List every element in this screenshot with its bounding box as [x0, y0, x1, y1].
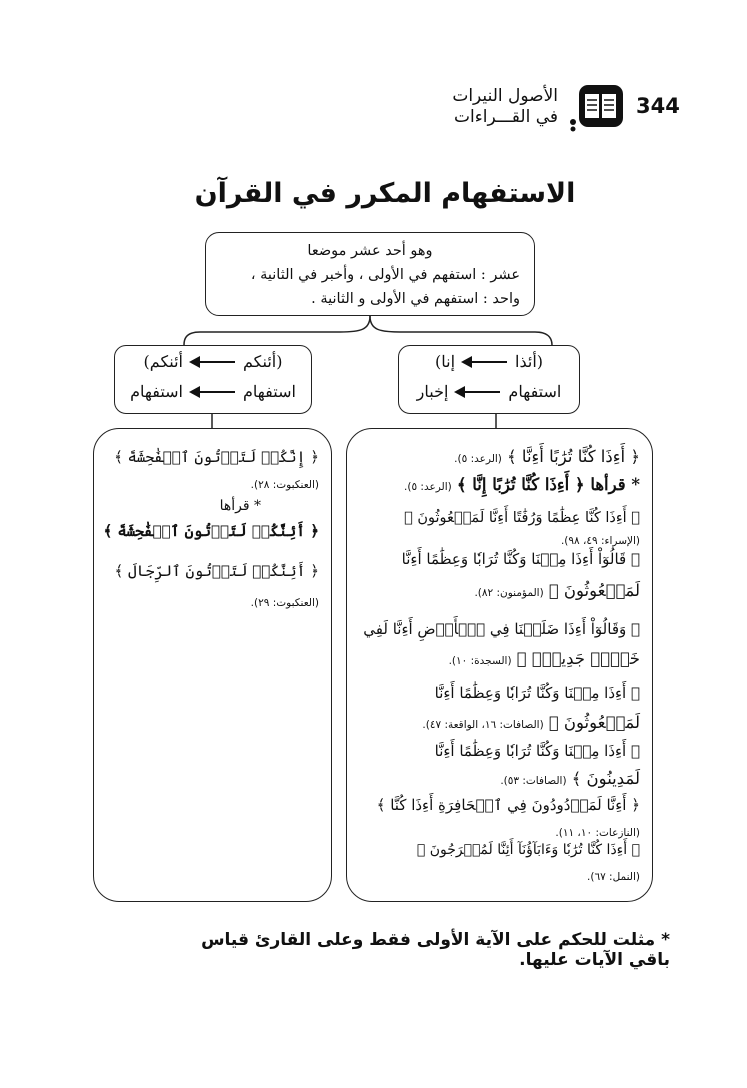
summary-line1: وهو أحد عشر موضعا [307, 243, 433, 259]
verse-entry: ﴿ أَءِنَّا لَمَرۡدُودُونَ فِي ٱلۡحَافِرَةِ أَءِذَا كُنَّا ﴾ [376, 796, 640, 814]
category-right-to: إنا) [435, 352, 456, 371]
category-left-type-to: استفهام [130, 382, 183, 401]
category-right-type-to: إخبار [416, 382, 449, 401]
verse-ref: (العنكبوت: ٢٨). [250, 479, 319, 491]
verse-list-right [346, 428, 653, 902]
book-logo-icon [567, 82, 625, 134]
arrow-left-icon [463, 361, 507, 363]
verse-ref: (النازعات: ١٠، ١١). [555, 827, 640, 839]
verse-entry: ﴿ أَءِذَا كُنَّا عِظَٰمًا وَرُفَٰتًا أَءِنَّا لَمَبۡعُوثُونَ ﴾ [404, 510, 640, 526]
arrow-left-icon [191, 391, 235, 393]
verse-ref: (النمل: ٦٧). [587, 871, 640, 883]
verse-entry: ﴿ أَئِنَّكُمۡ لَتَأۡتُونَ ٱلرِّجَالَ ﴾ [114, 562, 319, 580]
arrow-left-icon [456, 391, 500, 393]
footer-note: * مثلت للحكم على الآية الأولى فقط وعلى القارئ قياس باقي الآيات عليها. [201, 930, 670, 970]
verse-ref: (الإسراء: ٤٩، ٩٨). [560, 535, 640, 547]
verse-entry: لَمَبۡعُوثُونَ ﴾ (الصافات: ١٦، الواقعة: ٤٧). [422, 713, 640, 732]
verse-entry: لَمَدِينُونَ ﴾ (الصافات: ٥٣). [500, 769, 640, 788]
category-left-from: (أئنكم [243, 352, 283, 371]
verse-entry: ﴿ أَءِذَا كُنَّا تُرَٰبًا أَءِنَّا ﴾ (الرعد: ٥). [454, 447, 640, 466]
verse-entry: ﴿ أَءِذَا كُنَّا تُرَٰبٗا وَءَابَآؤُنَآ أَئِنَّا لَمُخۡرَجُونَ ﴾ [416, 842, 640, 858]
verse-entry: ﴿ أَئِنَّكُمۡ لَتَأۡتُونَ ٱلۡفَٰحِشَةَ ﴾ [103, 522, 319, 540]
verse-entry: ﴿ وَقَالُوٓاْ أَءِذَا ضَلَلۡنَا فِي ٱلۡأَرۡضِ أَءِنَّا لَفِي [363, 620, 640, 638]
arrow-left-icon [191, 361, 235, 363]
category-right-type-from: استفهام [508, 382, 562, 401]
category-left-to: أئنكم) [143, 352, 183, 371]
summary-line2: عشر : استفهم في الأولى ، وأخبر في الثانية ، [250, 267, 520, 283]
series-title [410, 86, 558, 128]
verse-entry: * قرأها ﴿ أَءِذَا كُنَّا تُرَٰبًا إِنَّا ﴾ (الرعد: ٥). [404, 475, 640, 494]
verse-entry: * قرأها [219, 498, 261, 514]
category-box-left [114, 345, 312, 414]
category-left-type-from: استفهام [243, 382, 296, 401]
page-title: الاستفهام المكرر في القرآن [194, 178, 576, 209]
summary-box [205, 232, 535, 316]
verse-entry: خَلۡقٖ جَدِيدِۢ ﴾ (السجدة: ١٠). [448, 649, 640, 668]
verse-ref: (العنكبوت: ٢٩). [250, 597, 319, 609]
verse-entry: ﴿ إِنَّكُمۡ لَتَأۡتُونَ ٱلۡفَٰحِشَةَ ﴾ [114, 448, 319, 466]
series-title-line2: في القـــراءات [454, 107, 558, 127]
category-right-from: (أئذا [515, 352, 543, 371]
summary-line3: واحد : استفهم في الأولى و الثانية . [311, 291, 520, 307]
verse-list-left [93, 428, 332, 902]
verse-entry: ﴿ أَءِذَا مِتۡنَا وَكُنَّا تُرَابٗا وَعِظَٰمًا أَءِنَّا [434, 684, 640, 702]
verse-entry: لَمَبۡعُوثُونَ ﴾ (المؤمنون: ٨٢). [474, 581, 640, 600]
series-title-line1: الأصول النيرات [452, 86, 558, 106]
verse-entry: ﴿ أَءِذَا مِتۡنَا وَكُنَّا تُرَابٗا وَعِظَٰمًا أَءِنَّا [434, 742, 640, 760]
page-number: 344 [636, 94, 680, 118]
verse-entry: ﴿ قَالُوٓاْ أَءِذَا مِتۡنَا وَكُنَّا تُرَابٗا وَعِظَٰمًا أَءِنَّا [401, 550, 640, 568]
category-box-right [398, 345, 580, 414]
